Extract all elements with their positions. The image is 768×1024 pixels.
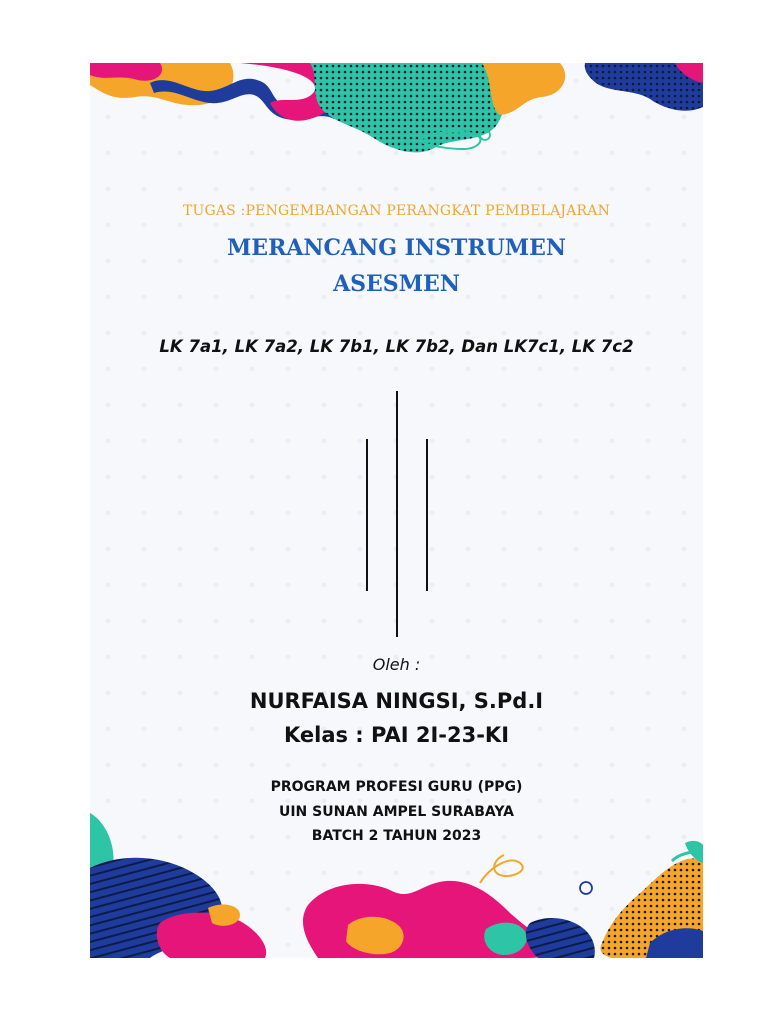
batch-year: BATCH 2 TAHUN 2023 <box>311 828 482 844</box>
decorative-line-right <box>426 439 428 591</box>
worksheet-list: LK 7a1, LK 7a2, LK 7b1, LK 7b2, Dan LK7c1, LK 7c2 <box>159 337 634 356</box>
decorative-line-left <box>366 439 368 591</box>
assignment-subtitle: TUGAS :PENGEMBANGAN PERANGKAT PEMBELAJARAN <box>182 203 611 219</box>
class-label: Kelas : PAI 2I-23-KI <box>283 723 510 747</box>
document-title-line-2: ASESMEN <box>333 271 460 297</box>
author-name: NURFAISA NINGSI, S.Pd.I <box>249 689 544 713</box>
document-title-line-1: MERANCANG INSTRUMEN <box>226 235 567 261</box>
program-name: PROGRAM PROFESI GURU (PPG) <box>270 779 523 795</box>
decorative-line-center <box>396 391 398 637</box>
author-label: Oleh : <box>372 655 421 674</box>
document-cover <box>90 63 703 958</box>
university-name: UIN SUNAN AMPEL SURABAYA <box>278 804 514 820</box>
